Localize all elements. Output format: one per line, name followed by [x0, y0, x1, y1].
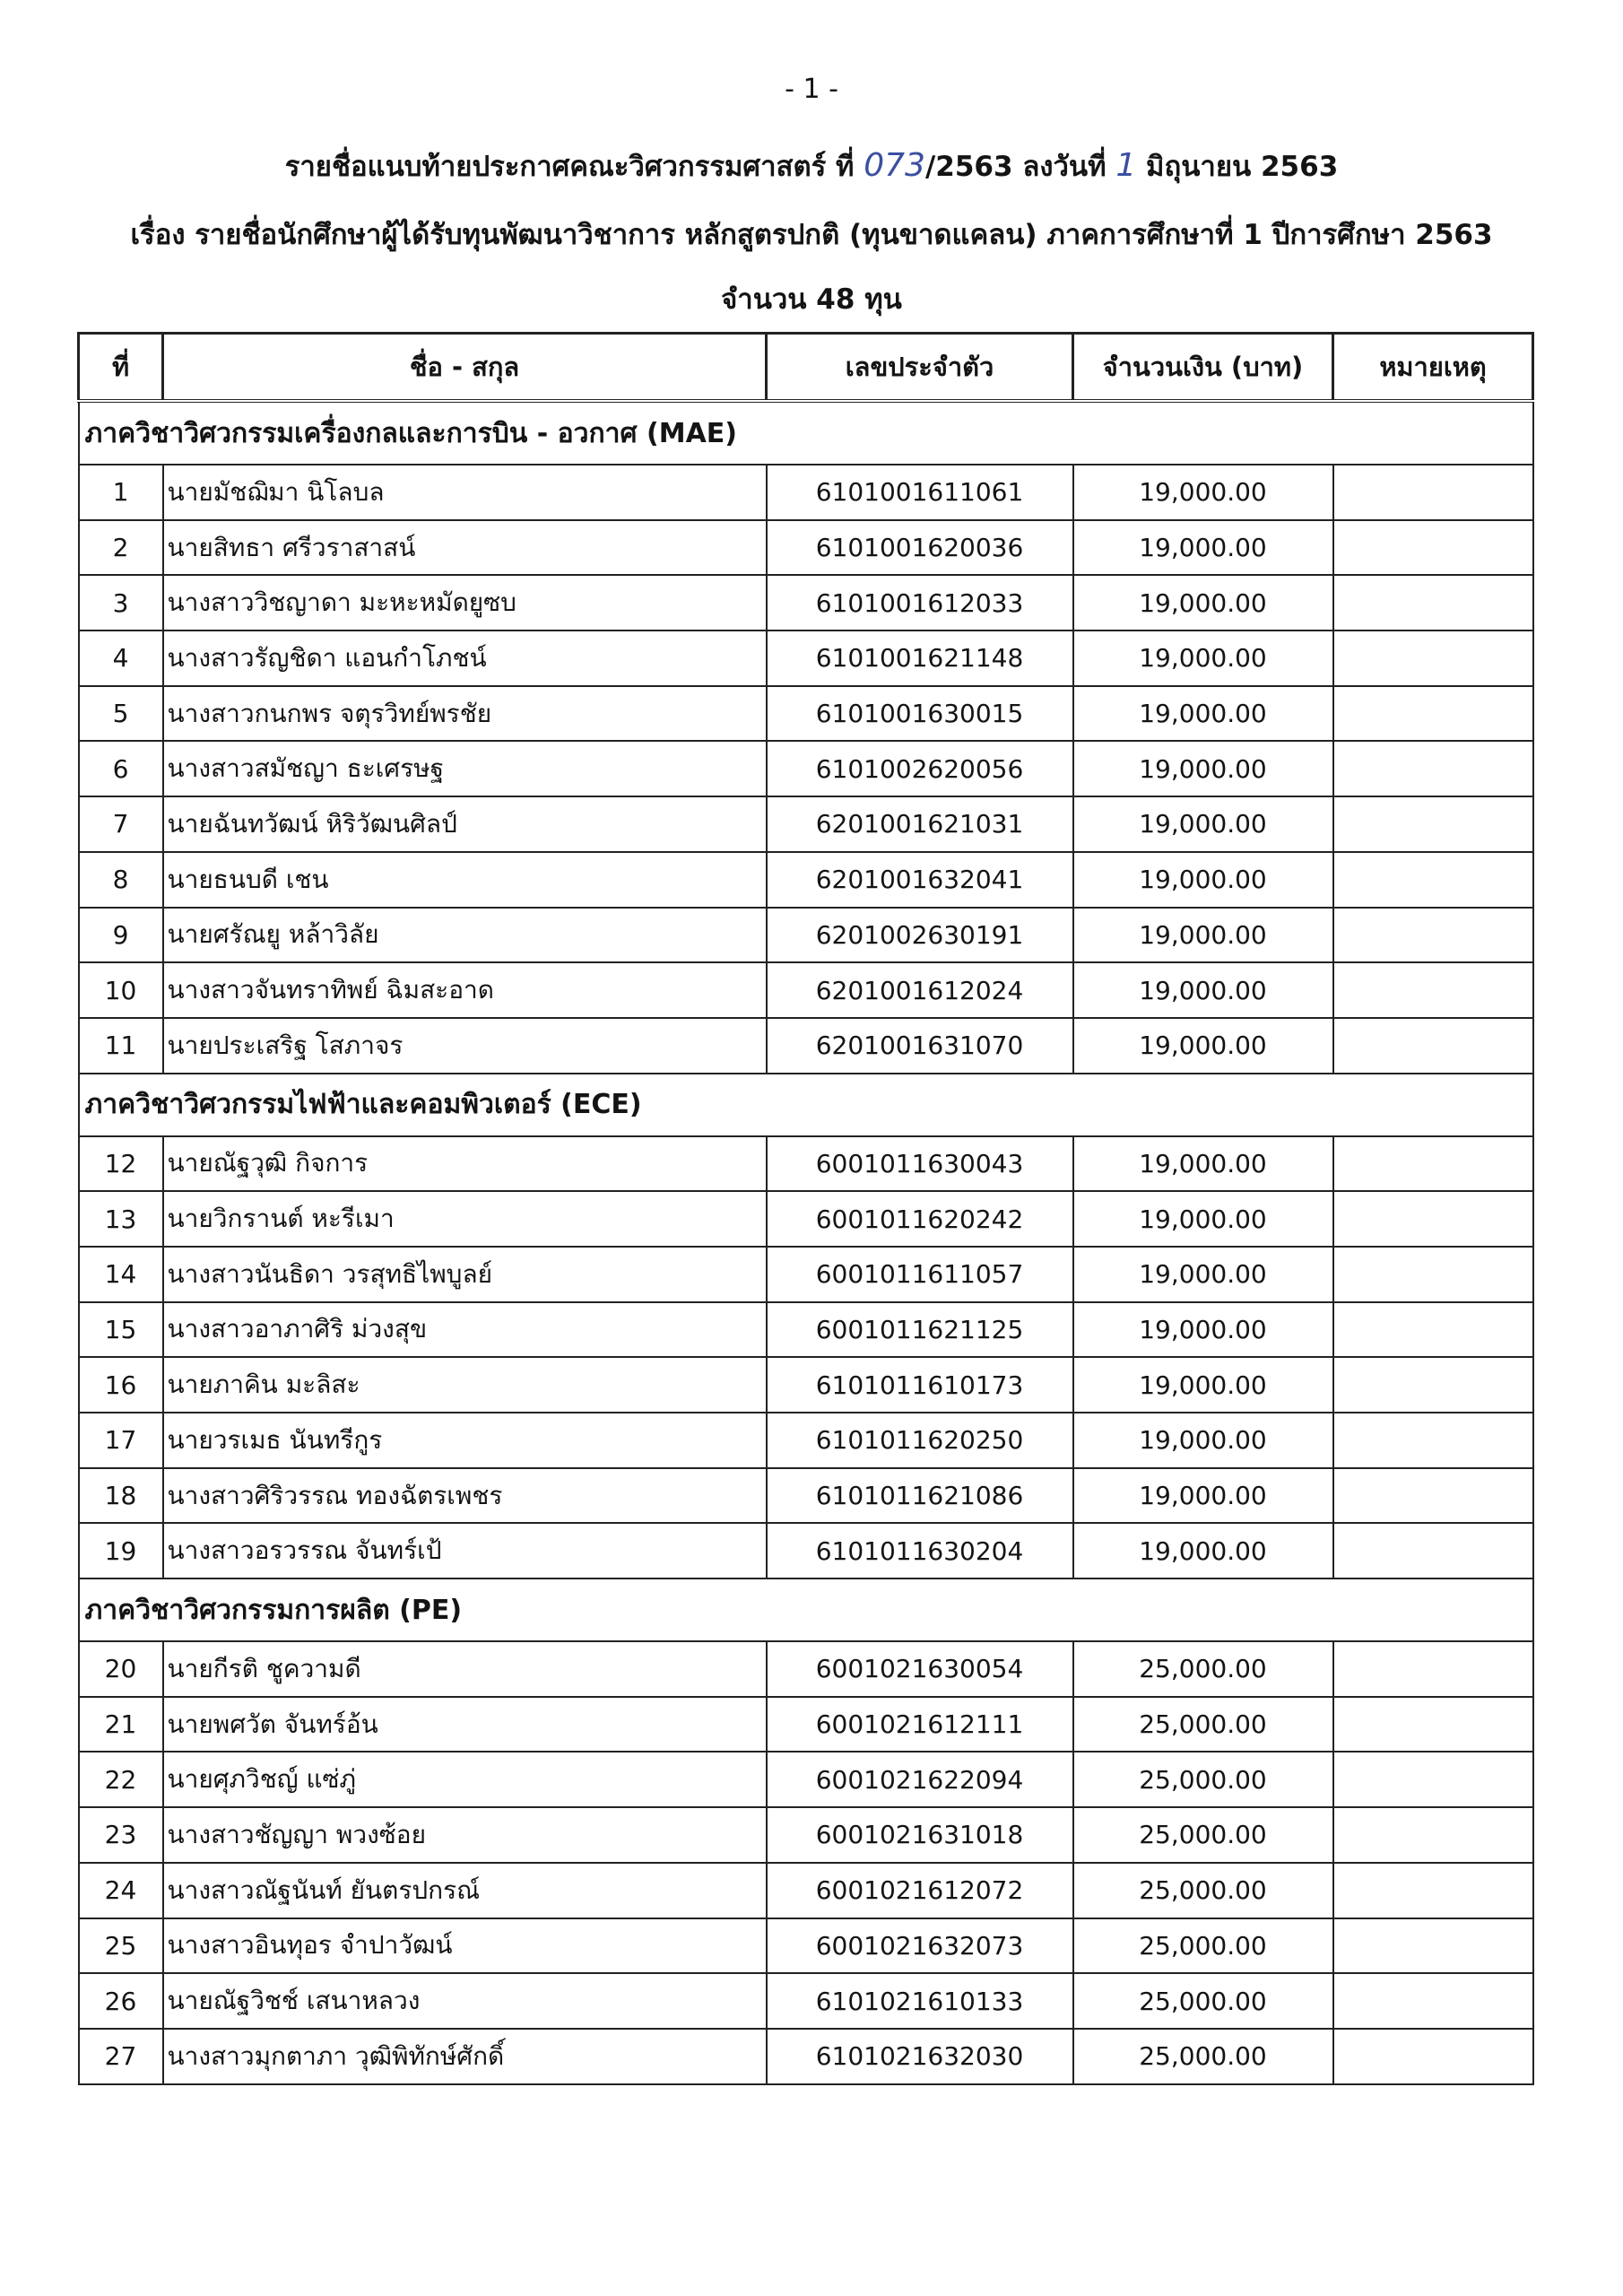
student-id: 6001021630054 [767, 1641, 1073, 1697]
student-name: นายธนบดี เชน [163, 852, 767, 908]
scholarship-amount: 25,000.00 [1073, 1641, 1333, 1697]
table-row [79, 1523, 1533, 1578]
student-id: 6001011630043 [767, 1136, 1073, 1192]
remark [1333, 1468, 1533, 1524]
row-number: 3 [79, 575, 163, 631]
table-row [79, 1468, 1533, 1524]
student-id: 6001011621125 [767, 1302, 1073, 1358]
table-row [79, 1413, 1533, 1468]
table-row [79, 1863, 1533, 1918]
student-name: นางสาวณัฐนันท์ ยันตรปกรณ์ [163, 1863, 767, 1918]
student-id: 6101011610173 [767, 1357, 1073, 1413]
table-header-row [79, 334, 1533, 402]
table-row [79, 1302, 1533, 1358]
student-id: 6101021610133 [767, 1973, 1073, 2029]
row-number: 14 [79, 1247, 163, 1302]
scholarship-amount: 25,000.00 [1073, 1863, 1333, 1918]
remark [1333, 1191, 1533, 1247]
column-header-no: ที่ [79, 334, 163, 402]
remark [1333, 520, 1533, 576]
scholarship-table [77, 332, 1534, 2085]
student-name: นายศุภวิชญ์ แซ่ภู่ [163, 1752, 767, 1807]
row-number: 20 [79, 1641, 163, 1697]
student-id: 6001021632073 [767, 1918, 1073, 1974]
student-id: 6201002630191 [767, 908, 1073, 963]
row-number: 11 [79, 1018, 163, 1074]
student-name: นางสาววิชญาดา มะหะหมัดยูซบ [163, 575, 767, 631]
scholarship-amount: 19,000.00 [1073, 520, 1333, 576]
section-row [79, 1578, 1533, 1641]
handwritten-doc-number: 073 [864, 147, 925, 184]
remark [1333, 962, 1533, 1018]
student-id: 6001021622094 [767, 1752, 1073, 1807]
student-name: นายณัฐวิชช์ เสนาหลวง [163, 1973, 767, 2029]
title-suffix: มิถุนายน 2563 [1146, 151, 1339, 183]
title-middle: /2563 ลงวันที่ [924, 151, 1107, 183]
table-row [79, 1247, 1533, 1302]
scholarship-amount: 19,000.00 [1073, 1191, 1333, 1247]
page-number: - 1 - [785, 74, 838, 105]
table-row [79, 1357, 1533, 1413]
student-id: 6001021612072 [767, 1863, 1073, 1918]
student-name: นางสาวมุกตาภา วุฒิพิทักษ์ศักดิ์ [163, 2029, 767, 2084]
remark [1333, 1697, 1533, 1752]
scholarship-amount: 19,000.00 [1073, 1468, 1333, 1524]
scholarship-count: จำนวน 48 ทุน [721, 283, 902, 316]
scholarship-amount: 19,000.00 [1073, 1136, 1333, 1192]
row-number: 7 [79, 796, 163, 852]
student-name: นางสาวชัญญา พวงซ้อย [163, 1807, 767, 1863]
student-name: นางสาวสมัชญา ธะเศรษฐ [163, 741, 767, 796]
student-id: 6001021631018 [767, 1807, 1073, 1863]
student-name: นางสาวศิริวรรณ ทองฉัตรเพชร [163, 1468, 767, 1524]
row-number: 18 [79, 1468, 163, 1524]
student-id: 6001021612111 [767, 1697, 1073, 1752]
remark [1333, 1523, 1533, 1578]
scholarship-amount: 19,000.00 [1073, 1247, 1333, 1302]
remark [1333, 1807, 1533, 1863]
table-row [79, 1018, 1533, 1074]
scholarship-amount: 19,000.00 [1073, 575, 1333, 631]
row-number: 4 [79, 631, 163, 686]
student-id: 6101001620036 [767, 520, 1073, 576]
row-number: 26 [79, 1973, 163, 2029]
row-number: 13 [79, 1191, 163, 1247]
student-id: 6001011611057 [767, 1247, 1073, 1302]
remark [1333, 1641, 1533, 1697]
scholarship-amount: 25,000.00 [1073, 1697, 1333, 1752]
scholarship-amount: 19,000.00 [1073, 852, 1333, 908]
remark [1333, 1413, 1533, 1468]
student-id: 6101021632030 [767, 2029, 1073, 2084]
table-row [79, 575, 1533, 631]
title-prefix: รายชื่อแนบท้ายประกาศคณะวิศวกรรมศาสตร์ ที่ [284, 151, 855, 183]
scholarship-amount: 19,000.00 [1073, 1018, 1333, 1074]
scholarship-amount: 19,000.00 [1073, 796, 1333, 852]
remark [1333, 908, 1533, 963]
student-name: นายวิกรานต์ หะรีเมา [163, 1191, 767, 1247]
scholarship-amount: 19,000.00 [1073, 908, 1333, 963]
student-id: 6001011620242 [767, 1191, 1073, 1247]
row-number: 25 [79, 1918, 163, 1974]
student-name: นางสาวอินทุอร จำปาวัฒน์ [163, 1918, 767, 1974]
row-number: 5 [79, 686, 163, 742]
section-title: ภาควิชาวิศวกรรมไฟฟ้าและคอมพิวเตอร์ (ECE) [79, 1074, 1533, 1136]
remark [1333, 1247, 1533, 1302]
student-id: 6101002620056 [767, 741, 1073, 796]
scholarship-amount: 25,000.00 [1073, 2029, 1333, 2084]
remark [1333, 465, 1533, 520]
student-id: 6101001611061 [767, 465, 1073, 520]
table-row [79, 1973, 1533, 2029]
remark [1333, 1357, 1533, 1413]
table-row [79, 1697, 1533, 1752]
table-row [79, 520, 1533, 576]
row-number: 27 [79, 2029, 163, 2084]
row-number: 24 [79, 1863, 163, 1918]
table-row [79, 796, 1533, 852]
student-name: นางสาวกนกพร จตุรวิทย์พรชัย [163, 686, 767, 742]
row-number: 10 [79, 962, 163, 1018]
table-row [79, 1752, 1533, 1807]
row-number: 16 [79, 1357, 163, 1413]
student-name: นายณัฐวุฒิ กิจการ [163, 1136, 767, 1192]
student-name: นายสิทธา ศรีวราสาสน์ [163, 520, 767, 576]
remark [1333, 631, 1533, 686]
section-title: ภาควิชาวิศวกรรมเครื่องกลและการบิน - อวกาศ (MAE) [79, 401, 1533, 465]
remark [1333, 2029, 1533, 2084]
announcement-subject: เรื่อง รายชื่อนักศึกษาผู้ได้รับทุนพัฒนาวิชาการ หลักสูตรปกติ (ทุนขาดแคลน) ภาคการศึกษาที่ 1 ปีการศึกษา 2563 [130, 219, 1493, 251]
remark [1333, 1918, 1533, 1974]
student-name: นางสาวอาภาศิริ ม่วงสุข [163, 1302, 767, 1358]
scholarship-amount: 19,000.00 [1073, 741, 1333, 796]
student-name: นายมัชฌิมา นิโลบล [163, 465, 767, 520]
table-row [79, 852, 1533, 908]
table-row [79, 1191, 1533, 1247]
row-number: 6 [79, 741, 163, 796]
table-body [79, 401, 1533, 2084]
scholarship-amount: 25,000.00 [1073, 1752, 1333, 1807]
student-name: นางสาวรัญชิดา แอนกำโภชน์ [163, 631, 767, 686]
row-number: 8 [79, 852, 163, 908]
scholarship-amount: 19,000.00 [1073, 631, 1333, 686]
table-row [79, 962, 1533, 1018]
remark [1333, 852, 1533, 908]
scholarship-amount: 19,000.00 [1073, 1357, 1333, 1413]
remark [1333, 1136, 1533, 1192]
student-name: นายพศวัต จันทร์อ้น [163, 1697, 767, 1752]
remark [1333, 1973, 1533, 2029]
row-number: 23 [79, 1807, 163, 1863]
section-title: ภาควิชาวิศวกรรมการผลิต (PE) [79, 1578, 1533, 1641]
table-row [79, 686, 1533, 742]
student-id: 6101011630204 [767, 1523, 1073, 1578]
scholarship-amount: 19,000.00 [1073, 1523, 1333, 1578]
remark [1333, 741, 1533, 796]
table-row [79, 1807, 1533, 1863]
row-number: 19 [79, 1523, 163, 1578]
column-header-name: ชื่อ - สกุล [163, 334, 767, 402]
row-number: 17 [79, 1413, 163, 1468]
student-id: 6101011621086 [767, 1468, 1073, 1524]
student-name: นายฉันทวัฒน์ หิริวัฒนศิลป์ [163, 796, 767, 852]
scholarship-amount: 19,000.00 [1073, 1302, 1333, 1358]
table-row [79, 465, 1533, 520]
student-name: นายวรเมธ นันทรีกูร [163, 1413, 767, 1468]
section-row [79, 401, 1533, 465]
row-number: 15 [79, 1302, 163, 1358]
table-row [79, 741, 1533, 796]
student-id: 6201001631070 [767, 1018, 1073, 1074]
scholarship-amount: 25,000.00 [1073, 1807, 1333, 1863]
table-row [79, 1136, 1533, 1192]
column-header-amount: จำนวนเงิน (บาท) [1073, 334, 1333, 402]
remark [1333, 1752, 1533, 1807]
row-number: 22 [79, 1752, 163, 1807]
scholarship-amount: 25,000.00 [1073, 1973, 1333, 2029]
remark [1333, 796, 1533, 852]
column-header-id: เลขประจำตัว [767, 334, 1073, 402]
student-id: 6201001632041 [767, 852, 1073, 908]
student-name: นายกีรติ ชูความดี [163, 1641, 767, 1697]
table-row [79, 631, 1533, 686]
announcement-title [0, 144, 1623, 188]
student-id: 6101001630015 [767, 686, 1073, 742]
student-name: นางสาวอรวรรณ จันทร์เป้ [163, 1523, 767, 1578]
student-name: นางสาวนันธิดา วรสุทธิไพบูลย์ [163, 1247, 767, 1302]
table-row [79, 1641, 1533, 1697]
row-number: 21 [79, 1697, 163, 1752]
handwritten-day: 1 [1115, 147, 1137, 184]
table-row [79, 1918, 1533, 1974]
scholarship-amount: 19,000.00 [1073, 686, 1333, 742]
row-number: 9 [79, 908, 163, 963]
row-number: 1 [79, 465, 163, 520]
table-row [79, 2029, 1533, 2084]
student-name: นายภาคิน มะลิสะ [163, 1357, 767, 1413]
remark [1333, 686, 1533, 742]
table-row [79, 908, 1533, 963]
column-header-note: หมายเหตุ [1333, 334, 1533, 402]
scholarship-amount: 19,000.00 [1073, 962, 1333, 1018]
student-name: นายศรัณยู หล้าวิลัย [163, 908, 767, 963]
student-name: นางสาวจันทราทิพย์ ฉิมสะอาด [163, 962, 767, 1018]
student-id: 6201001612024 [767, 962, 1073, 1018]
row-number: 12 [79, 1136, 163, 1192]
remark [1333, 1018, 1533, 1074]
row-number: 2 [79, 520, 163, 576]
section-row [79, 1074, 1533, 1136]
remark [1333, 1302, 1533, 1358]
scholarship-amount: 25,000.00 [1073, 1918, 1333, 1974]
student-name: นายประเสริฐ โสภาจร [163, 1018, 767, 1074]
student-id: 6201001621031 [767, 796, 1073, 852]
scholarship-amount: 19,000.00 [1073, 1413, 1333, 1468]
student-id: 6101001621148 [767, 631, 1073, 686]
remark [1333, 1863, 1533, 1918]
scholarship-amount: 19,000.00 [1073, 465, 1333, 520]
student-id: 6101001612033 [767, 575, 1073, 631]
remark [1333, 575, 1533, 631]
student-id: 6101011620250 [767, 1413, 1073, 1468]
